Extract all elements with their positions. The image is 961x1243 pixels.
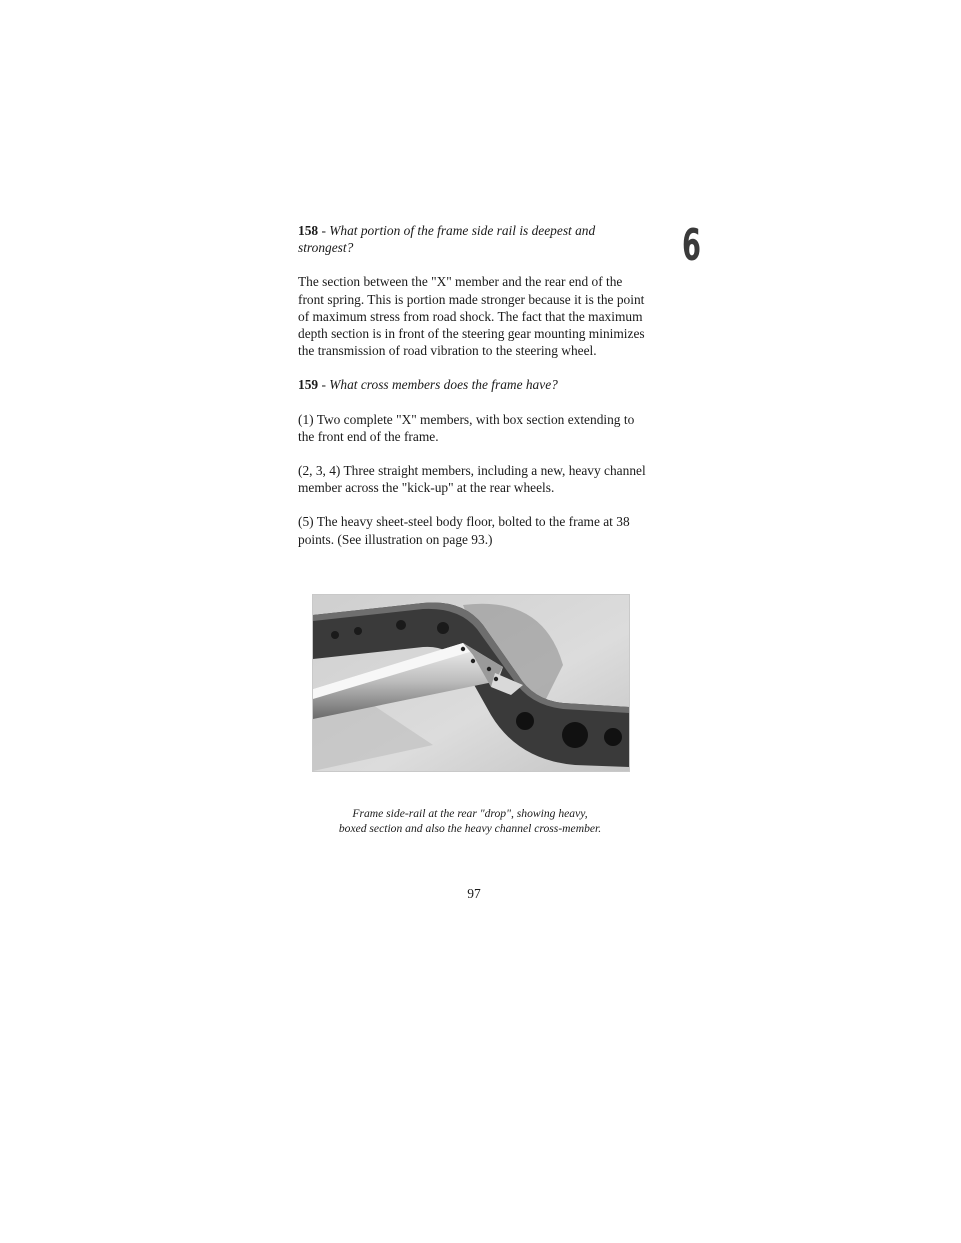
question-159 <box>298 376 648 393</box>
question-text: What cross members does the frame have? <box>329 377 558 393</box>
question-separator: - <box>318 377 330 393</box>
question-number: 158 <box>298 223 319 238</box>
answer-158: The section between the "X" member and the rear end of the front spring. This is portion made stronger because it is the point of maximum stress from road shock. The fact that the maximum depth section is in front of the steering gear mounting minimizes the transmission of road vibration to the steering wheel. <box>298 274 645 359</box>
figure-caption <box>300 806 640 836</box>
question-number: 159 <box>298 377 319 393</box>
answer-159-part-1: (1) Two complete "X" members, with box section extending to the front end of the frame. <box>298 411 635 444</box>
answer-159-part-2: (2, 3, 4) Three straight members, including a new, heavy channel member across the "kick-up" at the rear wheels. <box>298 463 646 496</box>
question-separator: - <box>318 223 330 238</box>
text-column <box>298 222 648 565</box>
frame-side-rail-photo <box>312 594 630 772</box>
caption-line-1: Frame side-rail at the rear "drop", showing heavy, <box>352 807 588 820</box>
caption-line-2: boxed section and also the heavy channel cross-member. <box>338 822 602 835</box>
answer-159-part-3: (5) The heavy sheet-steel body floor, bolted to the frame at 38 points. (See illustration on page 93.) <box>298 514 630 547</box>
chapter-marker: 6 <box>682 220 701 271</box>
page-number: 97 <box>467 886 481 901</box>
question-text: What portion of the frame side rail is deepest and strongest? <box>298 223 596 256</box>
question-158 <box>298 222 648 256</box>
